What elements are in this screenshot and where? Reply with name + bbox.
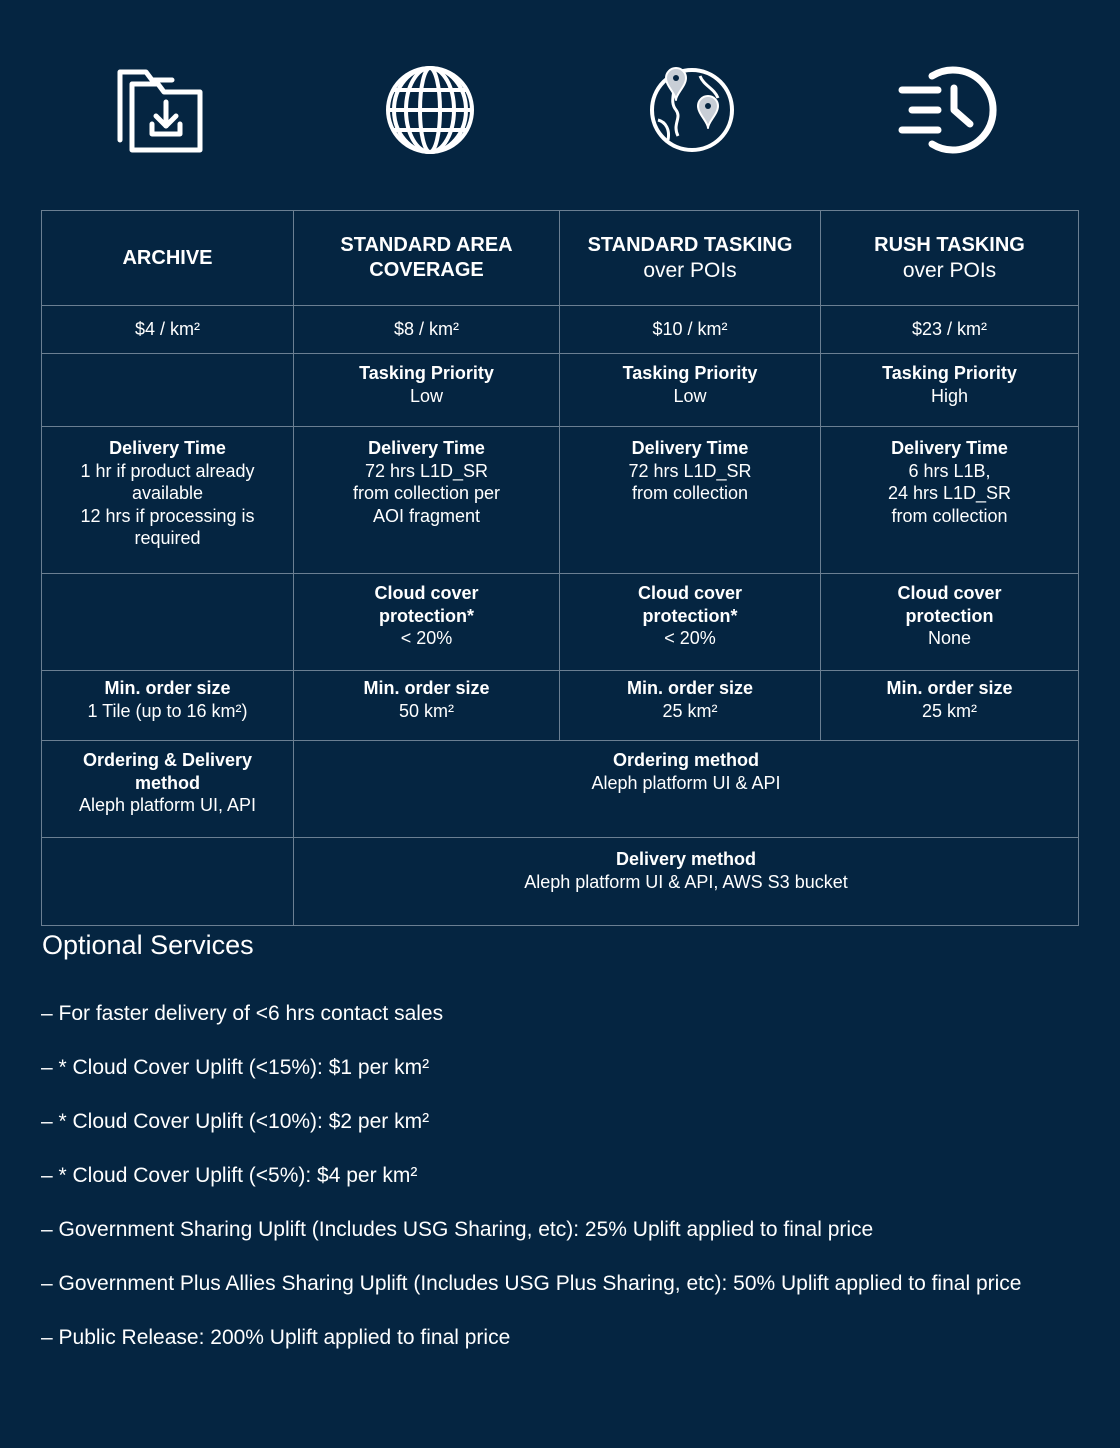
globe-pins-icon bbox=[642, 60, 742, 160]
header-standard-area bbox=[294, 211, 560, 306]
cloud-cover-value: < 20% bbox=[664, 628, 716, 648]
delivery-time-value: 1 hr if product already available 12 hrs if processing is required bbox=[80, 460, 255, 548]
delivery-time-cell bbox=[821, 427, 1079, 574]
list-item: – Public Release: 200% Uplift applied to final price bbox=[41, 1326, 511, 1349]
min-order-cell bbox=[294, 671, 560, 741]
optional-services-list bbox=[41, 1000, 1051, 1378]
tasking-priority-label: Tasking Priority bbox=[359, 363, 494, 383]
list-item: – Government Sharing Uplift (Includes USG Sharing, etc): 25% Uplift applied to final price bbox=[41, 1218, 874, 1241]
list-item: – * Cloud Cover Uplift (<10%): $2 per km² bbox=[41, 1110, 430, 1133]
delivery-time-cell bbox=[42, 427, 294, 574]
delivery-method-cell bbox=[294, 838, 1079, 926]
archive-ordering-label: Ordering & Delivery method bbox=[82, 750, 253, 793]
header-archive bbox=[42, 211, 294, 306]
delivery-method-value: Aleph platform UI & API, AWS S3 bucket bbox=[524, 871, 848, 892]
cloud-cover-cell bbox=[294, 574, 560, 671]
delivery-time-value: 6 hrs L1B, 24 hrs L1D_SR from collection bbox=[887, 460, 1012, 526]
globe-icon bbox=[380, 60, 480, 160]
ordering-method-label: Ordering method bbox=[612, 750, 759, 770]
tasking-priority-label: Tasking Priority bbox=[622, 363, 758, 383]
folder-download-icon bbox=[110, 60, 210, 160]
header-title: RUSH TASKING bbox=[874, 233, 1025, 256]
min-order-label: Min. order size bbox=[363, 678, 490, 698]
list-item: – * Cloud Cover Uplift (<5%): $4 per km² bbox=[41, 1164, 418, 1187]
optional-services-title: Optional Services bbox=[42, 930, 254, 960]
rush-clock-icon bbox=[898, 60, 998, 160]
header-rush-tasking bbox=[821, 211, 1079, 306]
cloud-cover-value: < 20% bbox=[400, 628, 453, 648]
price-standard-area: $8 / km² bbox=[294, 306, 560, 354]
delivery-time-label: Delivery Time bbox=[368, 438, 485, 458]
min-order-value: 25 km² bbox=[921, 700, 977, 721]
header-subtitle: over POIs bbox=[643, 258, 737, 282]
price-row bbox=[42, 306, 1079, 354]
header-standard-tasking bbox=[560, 211, 821, 306]
icon-row bbox=[0, 60, 1120, 160]
delivery-time-cell bbox=[560, 427, 821, 574]
cloud-cover-cell bbox=[821, 574, 1079, 671]
min-order-value: 1 Tile (up to 16 km²) bbox=[87, 700, 248, 721]
archive-ordering-cell bbox=[42, 741, 294, 838]
min-order-cell bbox=[821, 671, 1079, 741]
tasking-priority-cell bbox=[294, 354, 560, 427]
header-subtitle: over POIs bbox=[902, 258, 997, 282]
tasking-priority-label: Tasking Priority bbox=[882, 363, 1017, 383]
min-order-cell bbox=[42, 671, 294, 741]
delivery-time-row bbox=[42, 427, 1079, 574]
delivery-time-cell bbox=[294, 427, 560, 574]
min-order-value: 25 km² bbox=[662, 700, 718, 721]
list-item: – Government Plus Allies Sharing Uplift (Includes USG Plus Sharing, etc): 50% Uplift applied to final price bbox=[41, 1272, 1022, 1295]
list-item: – For faster delivery of <6 hrs contact sales bbox=[41, 1002, 444, 1025]
delivery-time-label: Delivery Time bbox=[631, 438, 749, 458]
min-order-cell bbox=[560, 671, 821, 741]
delivery-time-value: 72 hrs L1D_SR from collection bbox=[628, 460, 752, 503]
header-title: STANDARD TASKING bbox=[587, 233, 793, 256]
cloud-cover-row bbox=[42, 574, 1079, 671]
delivery-method-label: Delivery method bbox=[615, 849, 757, 869]
cloud-cover-cell bbox=[560, 574, 821, 671]
ordering-row bbox=[42, 741, 1079, 838]
header-row bbox=[42, 211, 1079, 306]
archive-ordering-value: Aleph platform UI, API bbox=[78, 795, 257, 815]
price-archive: $4 / km² bbox=[42, 306, 294, 354]
cloud-cover-label: Cloud cover protection bbox=[897, 583, 1002, 626]
price-rush-tasking: $23 / km² bbox=[821, 306, 1079, 354]
ordering-method-value: Aleph platform UI & API bbox=[591, 772, 781, 793]
min-order-value: 50 km² bbox=[398, 700, 454, 721]
header-title: STANDARD AREA COVERAGE bbox=[340, 234, 513, 281]
tasking-priority-value: High bbox=[930, 385, 969, 406]
empty-cell bbox=[42, 838, 294, 926]
tasking-priority-cell bbox=[560, 354, 821, 427]
min-order-row bbox=[42, 671, 1079, 741]
header-title: ARCHIVE bbox=[122, 246, 213, 269]
ordering-method-cell bbox=[294, 741, 1079, 838]
min-order-label: Min. order size bbox=[626, 678, 754, 698]
tasking-priority-value: Low bbox=[673, 385, 707, 406]
pricing-table bbox=[41, 210, 1079, 926]
price-standard-tasking: $10 / km² bbox=[560, 306, 821, 354]
tasking-priority-row bbox=[42, 354, 1079, 427]
cloud-cover-label: Cloud cover protection* bbox=[374, 583, 479, 626]
empty-cell bbox=[42, 574, 294, 671]
empty-cell bbox=[42, 354, 294, 427]
delivery-method-row bbox=[42, 838, 1079, 926]
list-item: – * Cloud Cover Uplift (<15%): $1 per km² bbox=[41, 1056, 430, 1079]
tasking-priority-cell bbox=[821, 354, 1079, 427]
delivery-time-value: 72 hrs L1D_SR from collection per AOI fragment bbox=[352, 460, 501, 526]
cloud-cover-label: Cloud cover protection* bbox=[637, 583, 743, 626]
min-order-label: Min. order size bbox=[886, 678, 1013, 698]
tasking-priority-value: Low bbox=[409, 385, 444, 406]
cloud-cover-value: None bbox=[927, 628, 972, 648]
delivery-time-label: Delivery Time bbox=[109, 438, 226, 458]
delivery-time-label: Delivery Time bbox=[891, 438, 1008, 458]
min-order-label: Min. order size bbox=[104, 678, 231, 698]
